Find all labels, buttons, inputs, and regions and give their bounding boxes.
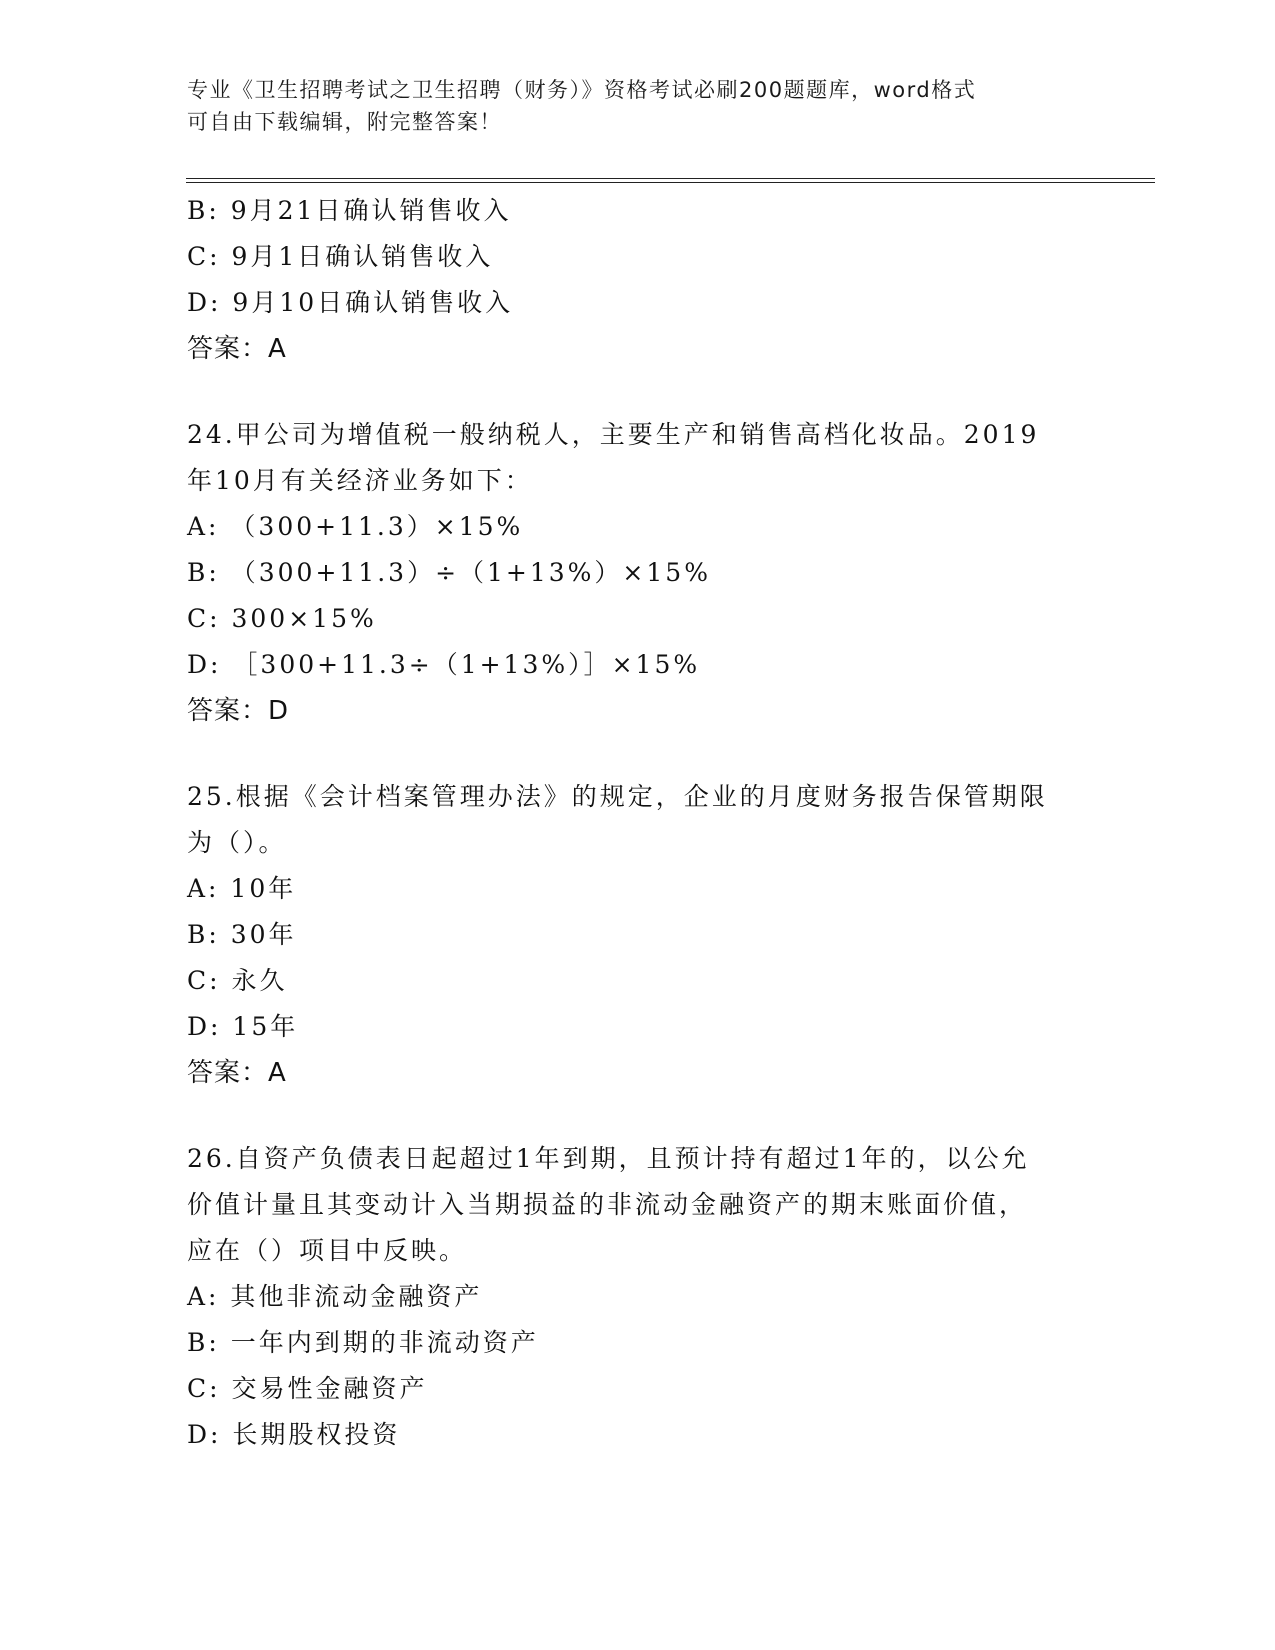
question-stem: 为（）。: [187, 828, 287, 857]
option-d: D: ［300+11.3÷（1+13%）］×15%: [187, 650, 701, 679]
question-stem: 价值计量且其变动计入当期损益的非流动金融资产的期末账面价值，: [187, 1190, 1028, 1219]
option-c: C: 9月1日确认销售收入: [187, 242, 494, 271]
option-c: C: 永久: [187, 966, 288, 995]
header-line-2: 可自由下载编辑，附完整答案！: [187, 110, 502, 134]
question-stem: 年10月有关经济业务如下：: [187, 466, 533, 495]
option-d: D: 9月10日确认销售收入: [187, 288, 514, 317]
answer-line: 答案：A: [187, 334, 287, 364]
question-block-23: [187, 188, 1087, 372]
spacer: [187, 1096, 1087, 1136]
header-divider: [186, 178, 1155, 183]
option-b: B: 9月21日确认销售收入: [187, 196, 512, 225]
header-line-1: 专业《卫生招聘考试之卫生招聘（财务）》资格考试必刷200题题库，word格式: [187, 78, 977, 102]
page-header: [187, 74, 1067, 138]
answer-line: 答案：D: [187, 696, 290, 726]
option-d: D: 15年: [187, 1012, 299, 1041]
question-stem: 26.自资产负债表日起超过1年到期，且预计持有超过1年的，以公允: [187, 1144, 1030, 1173]
option-d: D: 长期股权投资: [187, 1420, 401, 1449]
spacer: [187, 734, 1087, 774]
answer-line: 答案：A: [187, 1058, 287, 1088]
option-a: A: 10年: [187, 874, 297, 903]
question-stem: 25.根据《会计档案管理办法》的规定，企业的月度财务报告保管期限: [187, 782, 1048, 811]
question-block-26: [187, 1136, 1087, 1458]
option-a: A: （300+11.3）×15%: [187, 512, 524, 541]
option-c: C: 300×15%: [187, 604, 377, 633]
option-a: A: 其他非流动金融资产: [187, 1282, 483, 1311]
option-b: B: 一年内到期的非流动资产: [187, 1328, 539, 1357]
question-block-25: [187, 774, 1087, 1096]
option-c: C: 交易性金融资产: [187, 1374, 428, 1403]
question-list: [187, 188, 1087, 1458]
question-block-24: [187, 412, 1087, 734]
question-stem: 24.甲公司为增值税一般纳税人，主要生产和销售高档化妆品。2019: [187, 420, 1040, 449]
question-stem: 应在（）项目中反映。: [187, 1236, 468, 1265]
option-b: B: （300+11.3）÷（1+13%）×15%: [187, 558, 711, 587]
option-b: B: 30年: [187, 920, 297, 949]
spacer: [187, 372, 1087, 412]
